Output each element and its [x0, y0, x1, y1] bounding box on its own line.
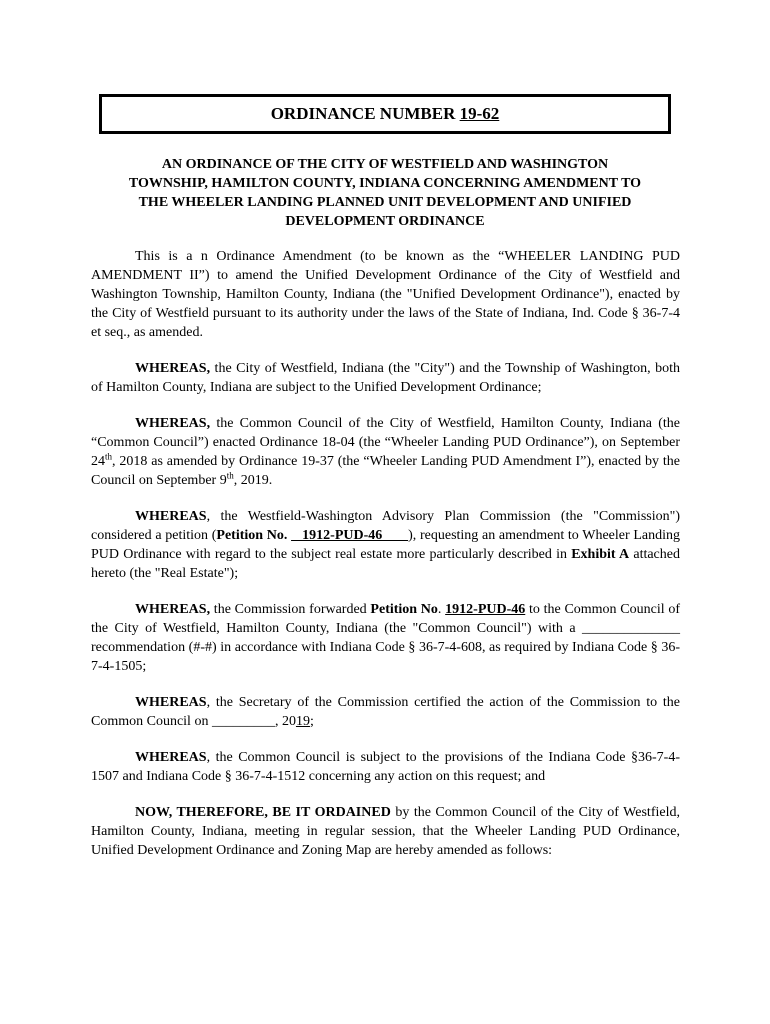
paragraph-text: , 2019.	[233, 473, 273, 488]
paragraph-text: attached hereto (the "Real Estate");	[91, 547, 680, 581]
paragraph-text: ), requesting an amendment to Wheeler Landing PUD Ordinance with regard to the subject real estate more particularly described in	[91, 528, 681, 562]
intro-paragraph: This is a n Ordinance Amendment (to be known as the “WHEELER LANDING PUD AMENDMENT II”) to amend the Unified Development Ordinance of the City of Westfield and Washington Township, Hamilton County, Indiana (the "Unified Development Ordinance"), enacted by the City of Westfield pursuant to its authority under the laws of the State of Indiana, Ind. Code § 36-7-4 et seq., as amended.	[91, 249, 680, 340]
ordinance-body	[91, 247, 680, 877]
ordained-lead: NOW, THEREFORE, BE IT ORDAINED	[135, 805, 391, 820]
petition-number: 1912-PUD-46	[291, 528, 409, 543]
ordinance-number: 19-62	[459, 104, 500, 123]
petition-number: 1912-PUD-46	[445, 602, 526, 617]
paragraph-text: , 2018 as amended by Ordinance 19-37 (the “Wheeler Landing PUD Amendment I”), enacted by the Council on September 9	[91, 454, 680, 488]
paragraph-text: recommendation (#-#) in accordance with Indiana Code § 36-7-4-608, as required by Indiana Code § 36-7-4-1505;	[91, 640, 680, 674]
recommendation-blank: ______________	[582, 621, 680, 636]
whereas-paragraph-4	[91, 600, 680, 676]
heading-line: TOWNSHIP, HAMILTON COUNTY, INDIANA CONCERNING AMENDMENT TO	[128, 176, 642, 191]
paragraph-text: ;	[309, 714, 314, 729]
date-blank: _________	[211, 714, 275, 729]
ordained-paragraph	[91, 803, 680, 860]
year-digits: 19	[295, 714, 310, 729]
whereas-lead: WHEREAS	[135, 509, 207, 524]
paragraph-text: by the Common Council of the City of Westfield, Hamilton County, Indiana, meeting in regular session, that the Wheeler Landing PUD Ordinance, Unified Development Ordinance and Zoning Map are hereby amended as follows:	[91, 805, 680, 858]
ordinance-title-prefix: ORDINANCE NUMBER	[270, 104, 456, 123]
paragraph-text: to the Common Council of the City of Westfield, Hamilton County, Indiana (the "Common Council") with a	[91, 602, 681, 636]
exhibit-reference: Exhibit A	[571, 547, 630, 562]
heading-line: THE WHEELER LANDING PLANNED UNIT DEVELOPMENT AND UNIFIED	[138, 195, 632, 210]
whereas-lead: WHEREAS,	[135, 602, 211, 617]
whereas-lead: WHEREAS	[135, 750, 207, 765]
paragraph-text: , the Common Council is subject to the provisions of the Indiana Code §36-7-4-1507 and Indiana Code § 36-7-4-1512 concerning any action on this request; and	[91, 750, 680, 784]
paragraph-text: , the Secretary of the Commission certified the action of the Commission to the Common Council on	[91, 695, 680, 729]
superscript: th	[105, 451, 113, 462]
heading-line: AN ORDINANCE OF THE CITY OF WESTFIELD AND WASHINGTON	[161, 157, 609, 172]
whereas-paragraph-2	[91, 414, 680, 490]
whereas-lead: WHEREAS,	[135, 361, 211, 376]
paragraph-text: the Commission forwarded	[210, 602, 371, 617]
paragraph-text: the City of Westfield, Indiana (the "City") and the Township of Washington, both of Hamilton County, Indiana are subject to the Unified Development Ordinance;	[91, 361, 680, 395]
ordinance-heading	[92, 155, 678, 231]
whereas-paragraph-6	[91, 748, 680, 786]
whereas-paragraph-3	[91, 507, 680, 583]
paragraph-text: .	[437, 602, 446, 617]
petition-label: Petition No.	[216, 528, 288, 543]
ordinance-title-box	[99, 94, 671, 134]
petition-label: Petition No	[370, 602, 438, 617]
paragraph-text: , the Westfield-Washington Advisory Plan Commission (the "Commission") considered a petition (	[91, 509, 680, 543]
whereas-paragraph-5	[91, 693, 680, 731]
whereas-paragraph-1	[91, 359, 680, 397]
heading-line: DEVELOPMENT ORDINANCE	[285, 214, 485, 229]
whereas-lead: WHEREAS,	[135, 416, 211, 431]
superscript: th	[226, 470, 234, 481]
paragraph-text: the Common Council of the City of Westfield, Hamilton County, Indiana (the “Common Council”) enacted Ordinance 18-04 (the “Wheeler Landing PUD Ordinance”), on September 24	[91, 416, 680, 469]
whereas-lead: WHEREAS	[135, 695, 207, 710]
paragraph-text: , 20	[274, 714, 296, 729]
